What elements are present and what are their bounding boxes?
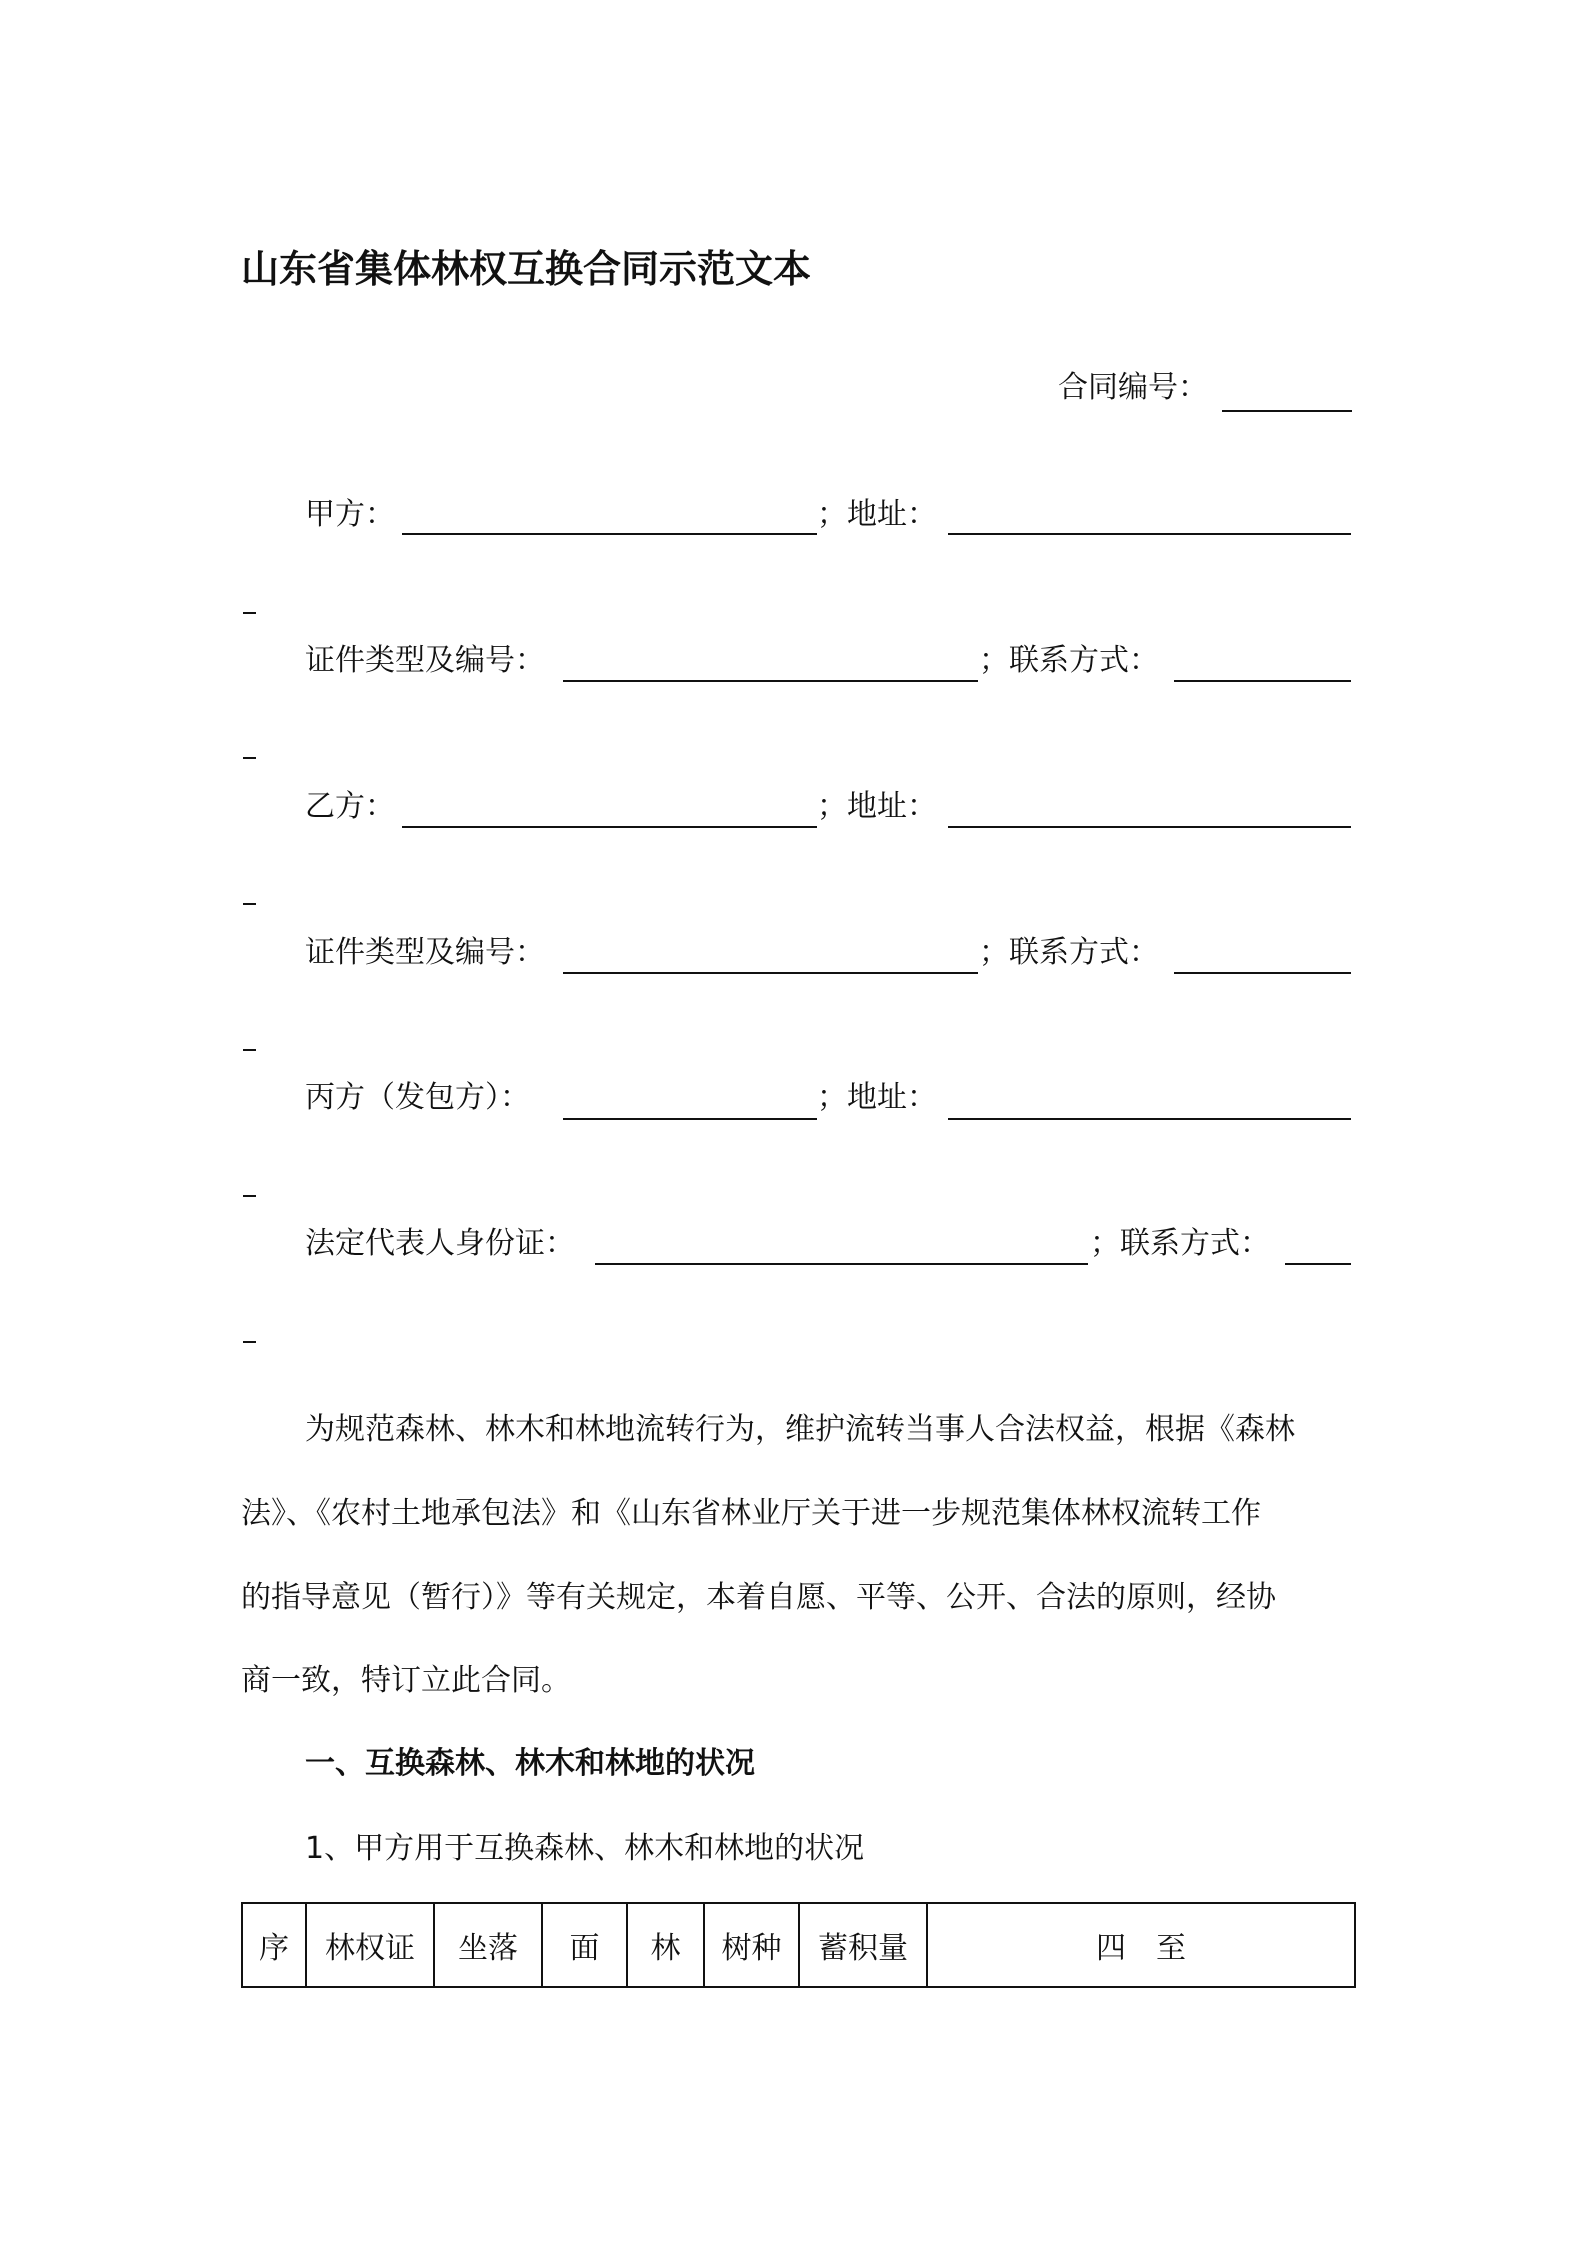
party-b-label: 乙方： xyxy=(305,789,395,824)
table-header-cell: 序 xyxy=(242,1903,306,1987)
party-c-name-field[interactable] xyxy=(563,1118,817,1120)
forest-status-table xyxy=(241,1902,1356,1988)
legal-rep-label: 法定代表人身份证： xyxy=(305,1226,575,1261)
line-continuation-mark xyxy=(243,903,256,905)
party-a-contact-label: ；联系方式： xyxy=(979,643,1159,678)
line-continuation-mark xyxy=(243,757,256,759)
table-header-cell: 蓄积量 xyxy=(799,1903,927,1987)
party-c-label: 丙方（发包方）： xyxy=(305,1080,530,1115)
preamble-line: 法》、《农村土地承包法》和《山东省林业厅关于进一步规范集体林权流转工作 xyxy=(241,1496,1261,1531)
line-continuation-mark xyxy=(243,1049,256,1051)
party-b-address-field[interactable] xyxy=(948,826,1351,828)
section-heading: 一、互换森林、林木和林地的状况 xyxy=(305,1746,755,1781)
subsection-heading: 1、甲方用于互换森林、林木和林地的状况 xyxy=(305,1831,865,1866)
table-header-cell: 坐落 xyxy=(434,1903,542,1987)
party-a-name-field[interactable] xyxy=(402,533,817,535)
party-a-id-label: 证件类型及编号： xyxy=(305,643,545,678)
preamble-line: 商一致，特订立此合同。 xyxy=(241,1663,571,1698)
preamble-line: 的指导意见（暂行）》等有关规定，本着自愿、平等、公开、合法的原则，经协 xyxy=(241,1580,1276,1615)
party-c-address-field[interactable] xyxy=(948,1118,1351,1120)
table-header-cell: 林权证 xyxy=(306,1903,434,1987)
party-a-label: 甲方： xyxy=(305,497,395,532)
party-c-address-label: ；地址： xyxy=(817,1080,937,1115)
party-c-contact-label: ；联系方式： xyxy=(1090,1226,1270,1261)
party-b-address-label: ；地址： xyxy=(817,789,937,824)
table-header-cell: 四 至 xyxy=(927,1903,1355,1987)
preamble-line: 为规范森林、林木和林地流转行为，维护流转当事人合法权益，根据《森林 xyxy=(305,1412,1295,1447)
contract-number-label: 合同编号： xyxy=(1058,370,1208,405)
line-continuation-mark xyxy=(243,612,256,614)
table-header-row xyxy=(242,1903,1355,1987)
line-continuation-mark xyxy=(243,1341,256,1343)
table-header-cell: 树种 xyxy=(704,1903,799,1987)
party-b-contact-label: ；联系方式： xyxy=(979,935,1159,970)
table-header-cell: 面 xyxy=(542,1903,627,1987)
document-title: 山东省集体林权互换合同示范文本 xyxy=(241,247,812,291)
line-continuation-mark xyxy=(243,1195,256,1197)
legal-rep-id-field[interactable] xyxy=(595,1263,1088,1265)
contract-number-field[interactable] xyxy=(1222,410,1352,412)
party-b-contact-field[interactable] xyxy=(1174,972,1351,974)
party-a-contact-field[interactable] xyxy=(1174,680,1351,682)
table-header-cell: 林 xyxy=(627,1903,704,1987)
party-b-id-field[interactable] xyxy=(563,972,978,974)
party-c-contact-field[interactable] xyxy=(1285,1263,1351,1265)
party-a-address-label: ；地址： xyxy=(817,497,937,532)
party-b-name-field[interactable] xyxy=(402,826,817,828)
party-a-address-field[interactable] xyxy=(948,533,1351,535)
party-b-id-label: 证件类型及编号： xyxy=(305,935,545,970)
party-a-id-field[interactable] xyxy=(563,680,978,682)
